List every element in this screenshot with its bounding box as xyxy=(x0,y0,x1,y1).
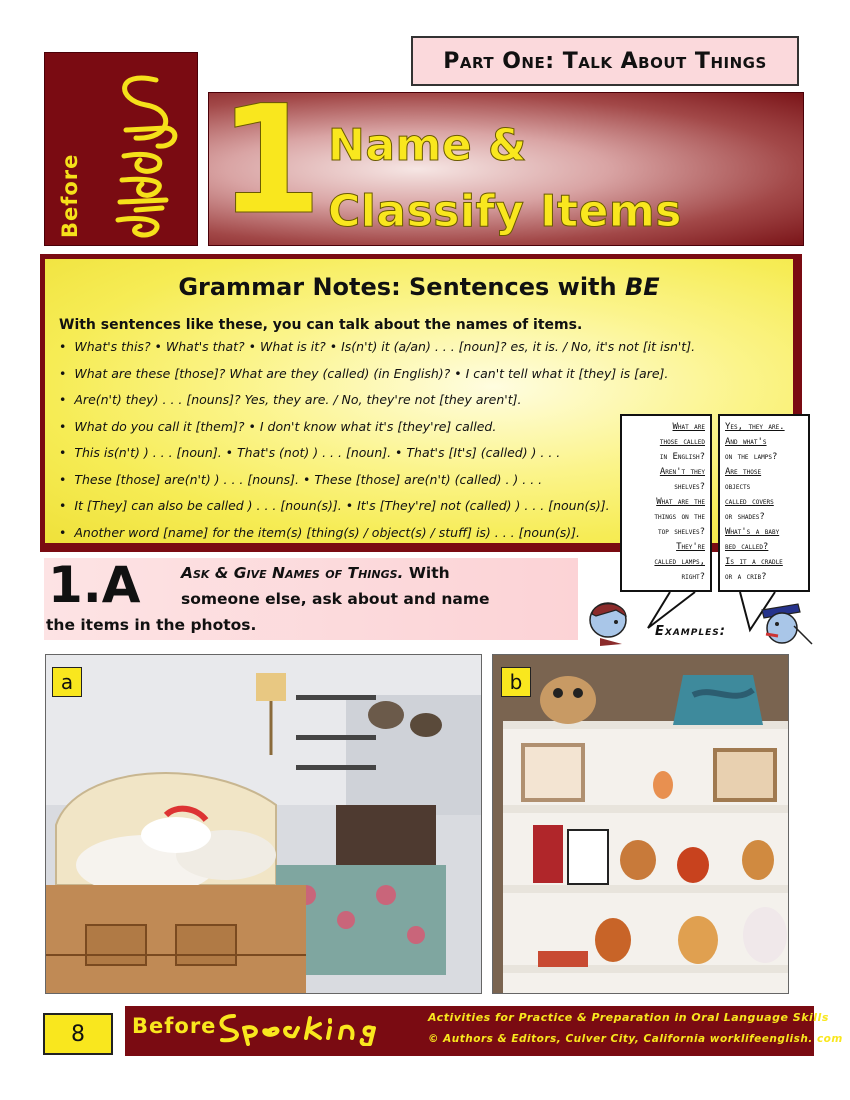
bubble-line xyxy=(725,495,803,510)
bullet-icon: • xyxy=(59,445,67,460)
grammar-item-text: Are(n't) they) . . . [nouns]? Yes, they are. / No, they're not [they aren't]. xyxy=(74,392,522,407)
bubble-text: or a crib? xyxy=(725,572,767,582)
footer-line-2: © Authors & Editors, Culver City, California worklifeenglish. com xyxy=(428,1033,843,1045)
bubble-text: bed called? xyxy=(725,542,769,552)
title-line-2: Classify Items xyxy=(328,186,682,237)
bubble-line xyxy=(627,480,705,495)
bullet-icon: • xyxy=(59,524,67,540)
unit-number: 1 xyxy=(218,74,323,248)
bubble-text: on the lamps? xyxy=(725,452,778,462)
grammar-item-text: What's this? • What's that? • What is it? • Is(n't) it (a/an) . . . [noun]? es, it is. / No, it's not [it isn't]. xyxy=(74,339,696,354)
footer-speaking-script-logo xyxy=(214,1008,382,1046)
bubble-text: What's a baby xyxy=(725,527,780,537)
bubble-line xyxy=(627,450,705,465)
section-number: 1.A xyxy=(48,556,141,614)
grammar-item xyxy=(59,339,799,366)
examples-label: Examples: xyxy=(655,624,726,639)
bubble-text: They're xyxy=(676,542,705,552)
section-heading xyxy=(181,564,450,582)
bubble-text: things on the xyxy=(654,512,705,522)
bubble-line xyxy=(627,540,705,555)
bubble-line xyxy=(627,435,705,450)
grammar-item xyxy=(59,366,799,393)
photo-b-label: b xyxy=(501,667,531,697)
grammar-item-text: What are these [those]? What are they (called) (in English)? • I can't tell what it [they] is [are]. xyxy=(74,365,669,381)
photo-a xyxy=(45,654,482,994)
bubble-line xyxy=(627,420,705,435)
speech-bubble-right xyxy=(718,414,810,592)
bubble-line xyxy=(725,420,803,435)
bullet-icon: • xyxy=(59,365,67,381)
bubble-text: called covers xyxy=(725,497,774,507)
bubble-line xyxy=(627,570,705,585)
logo-before-text: Before xyxy=(58,153,82,238)
bubble-line xyxy=(725,450,803,465)
grammar-item-text: What do you call it [them]? • I don't know what it's [they're] called. xyxy=(74,418,497,434)
bubble-line xyxy=(725,555,803,570)
section-line-2: someone else, ask about and name xyxy=(181,590,490,608)
bullet-icon: • xyxy=(59,339,67,354)
page-number: 8 xyxy=(43,1013,113,1055)
grammar-title-em: BE xyxy=(624,273,660,301)
bullet-icon: • xyxy=(59,418,67,434)
bubble-line xyxy=(725,465,803,480)
bubble-line xyxy=(627,465,705,480)
bubble-line xyxy=(725,510,803,525)
bubble-text: in English? xyxy=(659,452,705,462)
part-label: Part One: Talk About Things xyxy=(443,48,767,74)
bubble-line xyxy=(725,435,803,450)
speaker-left-icon xyxy=(586,598,636,646)
bubble-line xyxy=(627,495,705,510)
grammar-item-text: This is(n't) ) . . . [noun]. • That's (not) ) . . . [noun]. • That's [It's] (called) ) . . . xyxy=(74,445,561,460)
grammar-item-text: Another word [name] for the item(s) [thing(s) / object(s) / stuff] is) . . . [noun(s)]. xyxy=(74,524,581,540)
bubble-text: What are xyxy=(672,422,705,432)
bubble-text: Is it a cradle xyxy=(725,557,783,567)
section-heading-rest: With xyxy=(403,564,450,582)
photo-a-label: a xyxy=(52,667,82,697)
speaker-right-icon xyxy=(758,596,814,648)
shelves-photo-image xyxy=(493,655,789,994)
bubble-text: top shelves? xyxy=(658,527,705,537)
bubble-text: shelves? xyxy=(674,482,705,492)
speech-bubble-left xyxy=(620,414,712,592)
grammar-title-text: Grammar Notes: Sentences with xyxy=(178,273,625,301)
bubble-line xyxy=(725,540,803,555)
bubble-text: Aren't they xyxy=(659,467,705,477)
bubble-text: or shades? xyxy=(725,512,765,522)
bedroom-photo-image xyxy=(46,655,482,994)
grammar-intro: With sentences like these, you can talk about the names of items. xyxy=(59,317,583,333)
grammar-item-text: These [those] are(n't) ) . . . [nouns]. • These [those] are(n't) (called) . ) . . . xyxy=(74,471,543,487)
bubble-line xyxy=(725,570,803,585)
bullet-icon: • xyxy=(59,498,67,513)
section-heading-em: Ask & Give Names of Things. xyxy=(181,564,404,582)
bubble-line xyxy=(627,555,705,570)
footer-before-text: Before xyxy=(132,1014,217,1038)
section-line-3: the items in the photos. xyxy=(46,616,257,634)
bubble-text: Are those xyxy=(725,467,762,477)
bubble-text: those called xyxy=(659,437,705,447)
bubble-line xyxy=(627,525,705,540)
grammar-title xyxy=(45,273,793,301)
bubble-line xyxy=(725,480,803,495)
footer-line-1: Activities for Practice & Preparation in Oral Language Skills xyxy=(428,1011,829,1024)
bubble-text: Yes, they are. xyxy=(725,422,785,432)
bubble-text: called lamps, xyxy=(654,557,705,567)
bullet-icon: • xyxy=(59,471,67,487)
bubble-text: And what's xyxy=(725,437,767,447)
part-label-box xyxy=(411,36,799,86)
bubble-text: objects xyxy=(725,482,751,492)
title-line-1: Name & xyxy=(328,120,527,171)
bubble-line xyxy=(627,510,705,525)
bullet-icon: • xyxy=(59,392,67,407)
bubble-line xyxy=(725,525,803,540)
speaking-script-logo xyxy=(96,60,192,240)
photo-b xyxy=(492,654,789,994)
bubble-text: What are the xyxy=(656,497,705,507)
grammar-item-text: It [They] can also be called ) . . . [noun(s)]. • It's [They're] not (called) ) . . . [noun(s)]. xyxy=(74,498,610,513)
bubble-text: right? xyxy=(681,572,705,582)
